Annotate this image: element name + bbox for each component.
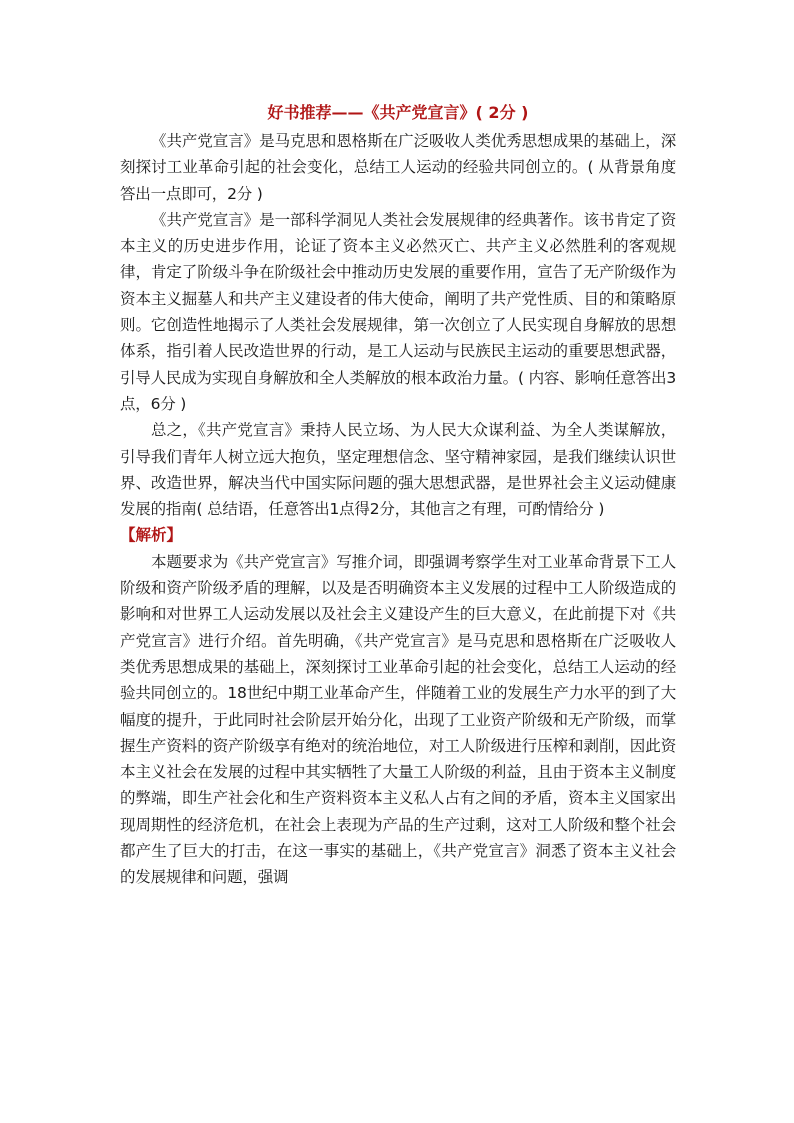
answer-paragraph-content: 《共产党宣言》是一部科学洞见人类社会发展规律的经典著作。该书肯定了资本主义的历史进步作用，论证了资本主义必然灭亡、共产主义必然胜利的客观规律，肯定了阶级斗争在阶级社会中推动历史发展的重要作用，宣告了无产阶级作为资本主义掘墓人和共产主义建设者的伟大使命，阐明了共产党性质、目的和策略原则。它创造性地揭示了人类社会发展规律，第一次创立了人民实现自身解放的思想体系，指引着人民改造世界的行动，是工人运动与民族民主运动的重要思想武器，引导人民成为实现自身解放和全人类解放的根本政治力量。( 内容、影响任意答出3点，6分 )	[120, 210, 676, 413]
answer-paragraph-summary: 总之，《共产党宣言》秉持人民立场、为人民大众谋利益、为全人类谋解放，引导我们青年人树立远大抱负，坚定理想信念、坚守精神家园，是我们继续认识世界、改造世界，解决当代中国实际问题的强大思想武器，是世界社会主义运动健康发展的指南( 总结语，任意答出1点得2分，其他言之有理，可酌情给分 )	[120, 421, 676, 519]
analysis-label: 【解析】	[120, 526, 183, 545]
analysis-paragraph: 本题要求为《共产党宣言》写推介词，即强调考察学生对工业革命背景下工人阶级和资产阶级矛盾的理解，以及是否明确资本主义发展的过程中工人阶级造成的影响和对世界工人运动发展以及社会主义建设产生的巨大意义，在此前提下对《共产党宣言》进行介绍。首先明确，《共产党宣言》是马克思和恩格斯在广泛吸收人类优秀思想成果的基础上，深刻探讨工业革命引起的社会变化，总结工人运动的经验共同创立的。18世纪中期工业革命产生，伴随着工业的发展生产力水平的到了大幅度的提升，于此同时社会阶层开始分化，出现了工业资产阶级和无产阶级，而掌握生产资料的资产阶级享有绝对的统治地位，对工人阶级进行压榨和剥削，因此资本主义社会在发展的过程中其实牺牲了大量工人阶级的利益，且由于资本主义制度的弊端，即生产社会化和生产资料资本主义私人占有之间的矛盾，资本主义国家出现周期性的经济危机，在社会上表现为产品的生产过剩，这对工人阶级和整个社会都产生了巨大的打击，在这一事实的基础上，《共产党宣言》洞悉了资本主义社会的发展规律和问题，强调	[120, 552, 676, 887]
answer-paragraph-background: 《共产党宣言》是马克思和恩格斯在广泛吸收人类优秀思想成果的基础上，深刻探讨工业革命引起的社会变化，总结工人运动的经验共同创立的。( 从背景角度答出一点即可，2分 )	[120, 132, 676, 203]
document-title: 好书推荐——《共产党宣言》( 2分 )	[267, 103, 529, 122]
document-page	[120, 100, 676, 891]
